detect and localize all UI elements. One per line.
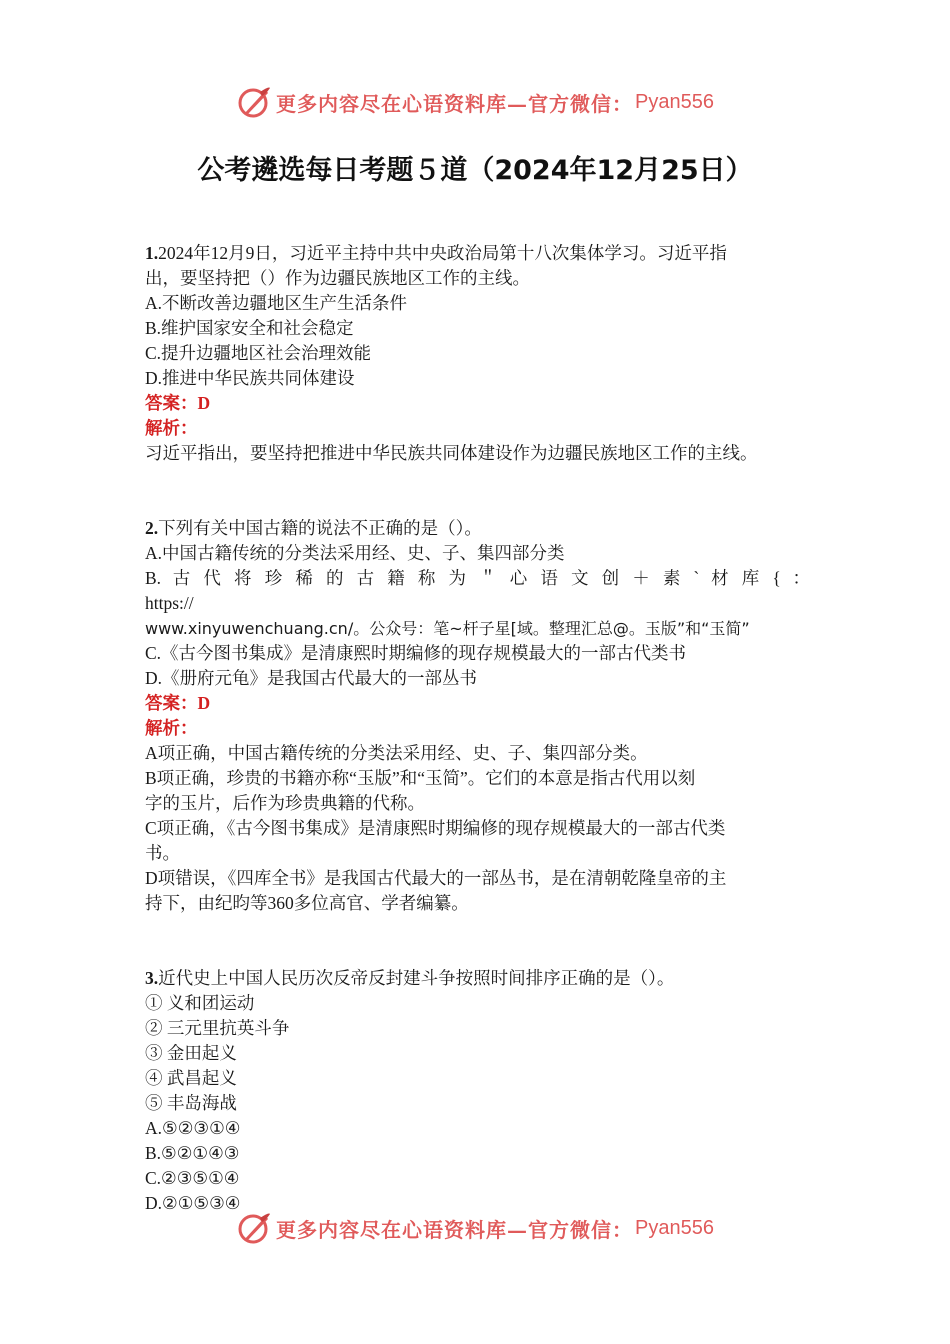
event-item: ② 三元里抗英斗争	[145, 1018, 290, 1038]
option-b: B.⑤②①④③	[145, 1143, 240, 1163]
analysis-label: 解析：	[145, 418, 198, 438]
question-stem: 2.下列有关中国古籍的说法不正确的是（）。	[145, 518, 482, 538]
analysis-line: 习近平指出，要坚持把推进中华民族共同体建设作为边疆民族地区工作的主线。	[145, 443, 758, 463]
question-number: 2.	[145, 518, 159, 538]
banner-handle: Pyan556	[635, 90, 714, 113]
analysis-line: B项正确，珍贵的书籍亦称“玉版”和“玉简”。它们的本意是指古代用以刻	[145, 768, 696, 788]
option-c: C.②③⑤①④	[145, 1168, 240, 1188]
option-d: D.《册府元龟》是我国古代最大的一部丛书	[145, 668, 478, 688]
question-number: 1.	[145, 243, 159, 263]
question-stem: 1.2024年12月9日，习近平主持中共中央政治局第十八次集体学习。习近平指	[145, 243, 727, 263]
question-stem-cont: 出，要坚持把（）作为边疆民族地区工作的主线。	[145, 268, 530, 288]
event-item: ⑤ 丰岛海战	[145, 1093, 237, 1113]
option-b: B.维护国家安全和社会稳定	[145, 318, 354, 338]
analysis-line: C项正确，《古今图书集成》是清康熙时期编修的现存规模最大的一部古代类	[145, 818, 726, 838]
analysis-line: A项正确，中国古籍传统的分类法采用经、史、子、集四部分类。	[145, 743, 648, 763]
analysis-line: 书。	[145, 843, 180, 863]
option-a: A.中国古籍传统的分类法采用经、史、子、集四部分类	[145, 543, 565, 563]
answer: 答案：D	[145, 693, 211, 713]
option-a: A.不断改善边疆地区生产生活条件	[145, 293, 408, 313]
event-item: ④ 武昌起义	[145, 1068, 237, 1088]
option-c: C.《古今图书集成》是清康熙时期编修的现存规模最大的一部古代类书	[145, 643, 687, 663]
option-a: A.⑤②③①④	[145, 1118, 241, 1138]
event-item: ① 义和团运动	[145, 993, 255, 1013]
analysis-line: 持下，由纪昀等360多位高官、学者编纂。	[145, 893, 469, 913]
question-number: 3.	[145, 968, 159, 988]
option-d: D.②①⑤③④	[145, 1193, 241, 1213]
footer-watermark-banner	[0, 1208, 950, 1248]
option-c: C.提升边疆地区社会治理效能	[145, 343, 372, 363]
question-3	[145, 966, 810, 1216]
option-b-cont: www.xinyuwenchuang.cn/。公众号：笔~杆子星[域。整理汇总@。玉版”和“玉简”	[145, 619, 750, 638]
option-d: D.推进中华民族共同体建设	[145, 368, 355, 388]
answer: 答案：D	[145, 393, 211, 413]
quill-logo-icon	[236, 1210, 272, 1246]
option-b: B. 古 代 将 珍 稀 的 古 籍 称 为 ＂ 心 语 文 创 ＋ 素 ` 材 库 { ： https://	[145, 568, 810, 613]
banner-handle: Pyan556	[635, 1216, 714, 1239]
banner-text: 更多内容尽在心语资料库—官方微信：	[276, 1217, 634, 1242]
question-1	[145, 241, 810, 466]
page-title: 公考遴选每日考题５道（2024年12月25日）	[197, 155, 753, 186]
question-2	[145, 516, 810, 916]
quill-logo-icon	[236, 84, 272, 120]
banner-text: 更多内容尽在心语资料库—官方微信：	[276, 91, 634, 116]
analysis-line: 字的玉片，后作为珍贵典籍的代称。	[145, 793, 425, 813]
analysis-line: D项错误，《四库全书》是我国古代最大的一部丛书，是在清朝乾隆皇帝的主	[145, 868, 727, 888]
event-item: ③ 金田起义	[145, 1043, 237, 1063]
question-stem: 3.近代史上中国人民历次反帝反封建斗争按照时间排序正确的是（）。	[145, 968, 675, 988]
header-watermark-banner	[0, 82, 950, 122]
analysis-label: 解析：	[145, 718, 198, 738]
questions-body	[145, 241, 810, 1216]
